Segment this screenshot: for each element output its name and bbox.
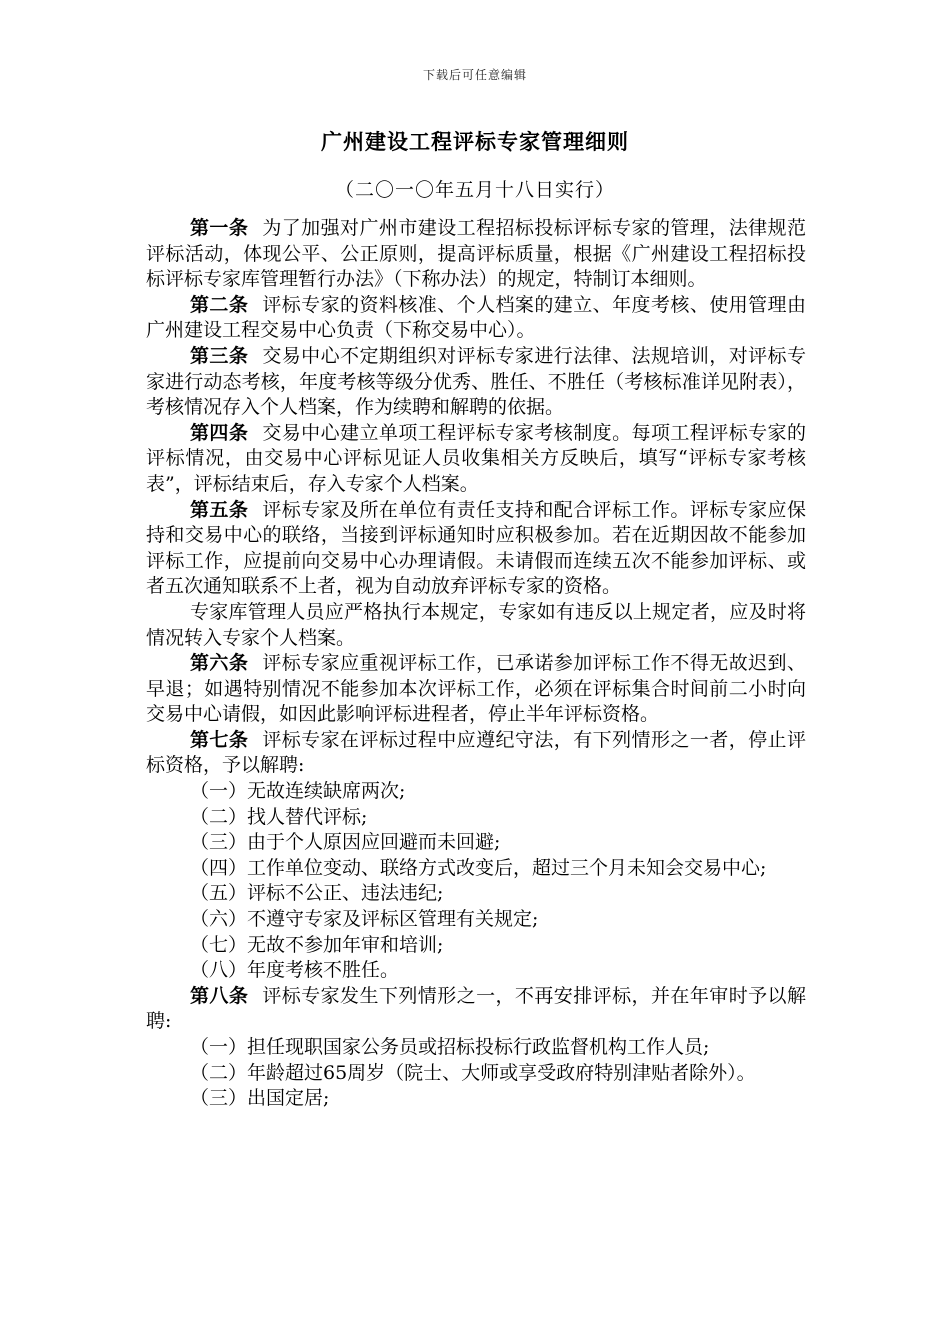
article-label: 第二条 xyxy=(190,293,249,316)
article-text: 评标专家应重视评标工作，已承诺参加评标工作不得无故迟到、早退；如遇特别情况不能参加本次评标工作，必须在评标集合时间前二小时向交易中心请假，如因此影响评标进程者，停止半年评标资格。 xyxy=(146,652,806,726)
article-7-item: （五）评标不公正、违法违纪; xyxy=(190,882,444,905)
article-1 xyxy=(146,216,806,293)
article-text: 评标专家在评标过程中应遵纪守法，有下列情形之一者，停止评标资格，予以解聘: xyxy=(146,728,806,777)
article-8 xyxy=(146,984,806,1035)
article-label: 第五条 xyxy=(190,498,249,521)
article-5-extra: 专家库管理人员应严格执行本规定，专家如有违反以上规定者，应及时将情况转入专家个人档案。 xyxy=(146,600,806,649)
article-7-item: （七）无故不参加年审和培训; xyxy=(190,933,444,956)
header-note: 下载后可任意编辑 xyxy=(422,68,527,82)
article-8-item: （三）出国定居; xyxy=(190,1087,330,1110)
article-label: 第三条 xyxy=(190,344,249,367)
article-8-item: （一）担任现职国家公务员或招标投标行政监督机构工作人员; xyxy=(190,1036,710,1058)
article-label: 第一条 xyxy=(190,217,249,239)
article-3 xyxy=(146,344,806,421)
article-text: 评标专家的资料核准、个人档案的建立、年度考核、使用管理由广州建设工程交易中心负责（下称交易中心）。 xyxy=(146,293,806,342)
article-7-item: （四）工作单位变动、联络方式改变后，超过三个月未知会交易中心; xyxy=(190,856,767,879)
article-label: 第八条 xyxy=(190,984,249,1007)
document-body xyxy=(146,216,806,1112)
article-text: 交易中心建立单项工程评标专家考核制度。每项工程评标专家的评标情况，由交易中心评标见证人员收集相关方反映后，填写“评标专家考核表”，评标结束后，存入专家个人档案。 xyxy=(146,421,806,495)
article-7-item: （一）无故连续缺席两次; xyxy=(190,780,406,803)
article-7-item: （三）由于个人原因应回避而未回避; xyxy=(190,831,501,854)
document-title: 广州建设工程评标专家管理细则 xyxy=(321,129,629,154)
article-text: 交易中心不定期组织对评标专家进行法律、法规培训，对评标专家进行动态考核，年度考核等级分优秀、胜任、不胜任（考核标准详见附表），考核情况存入个人档案，作为续聘和解聘的依据。 xyxy=(146,344,806,419)
article-6 xyxy=(146,651,806,728)
article-label: 第六条 xyxy=(190,652,249,675)
article-7-item: （八）年度考核不胜任。 xyxy=(190,959,400,982)
article-text: 评标专家发生下列情形之一，不再安排评标，并在年审时予以解聘: xyxy=(146,984,806,1033)
article-2 xyxy=(146,293,806,344)
article-label: 第四条 xyxy=(190,421,249,444)
article-7-item: （二）找人替代评标; xyxy=(190,805,368,828)
article-text: 评标专家及所在单位有责任支持和配合评标工作。评标专家应保持和交易中心的联络，当接到评标通知时应积极参加。若在近期因故不能参加评标工作，应提前向交易中心办理请假。未请假而连续五次不能参加评标、或者五次通知联系不上者，视为自动放弃评标专家的资格。 xyxy=(146,498,806,598)
document-subtitle: （二〇一〇年五月十八日实行） xyxy=(334,179,615,201)
article-7 xyxy=(146,728,806,779)
article-text: 为了加强对广州市建设工程招标投标评标专家的管理，法律规范评标活动，体现公平、公正原则，提高评标质量，根据《广州建设工程招标投标评标专家库管理暂行办法》（下称办法）的规定，特制订本细则。 xyxy=(146,217,806,291)
article-label: 第七条 xyxy=(190,728,249,751)
article-7-item: （六）不遵守专家及评标区管理有关规定; xyxy=(190,908,539,931)
article-5 xyxy=(146,498,806,600)
article-4 xyxy=(146,421,806,498)
article-8-item: （二）年龄超过65周岁（院士、大师或享受政府特别津贴者除外）。 xyxy=(190,1061,756,1084)
